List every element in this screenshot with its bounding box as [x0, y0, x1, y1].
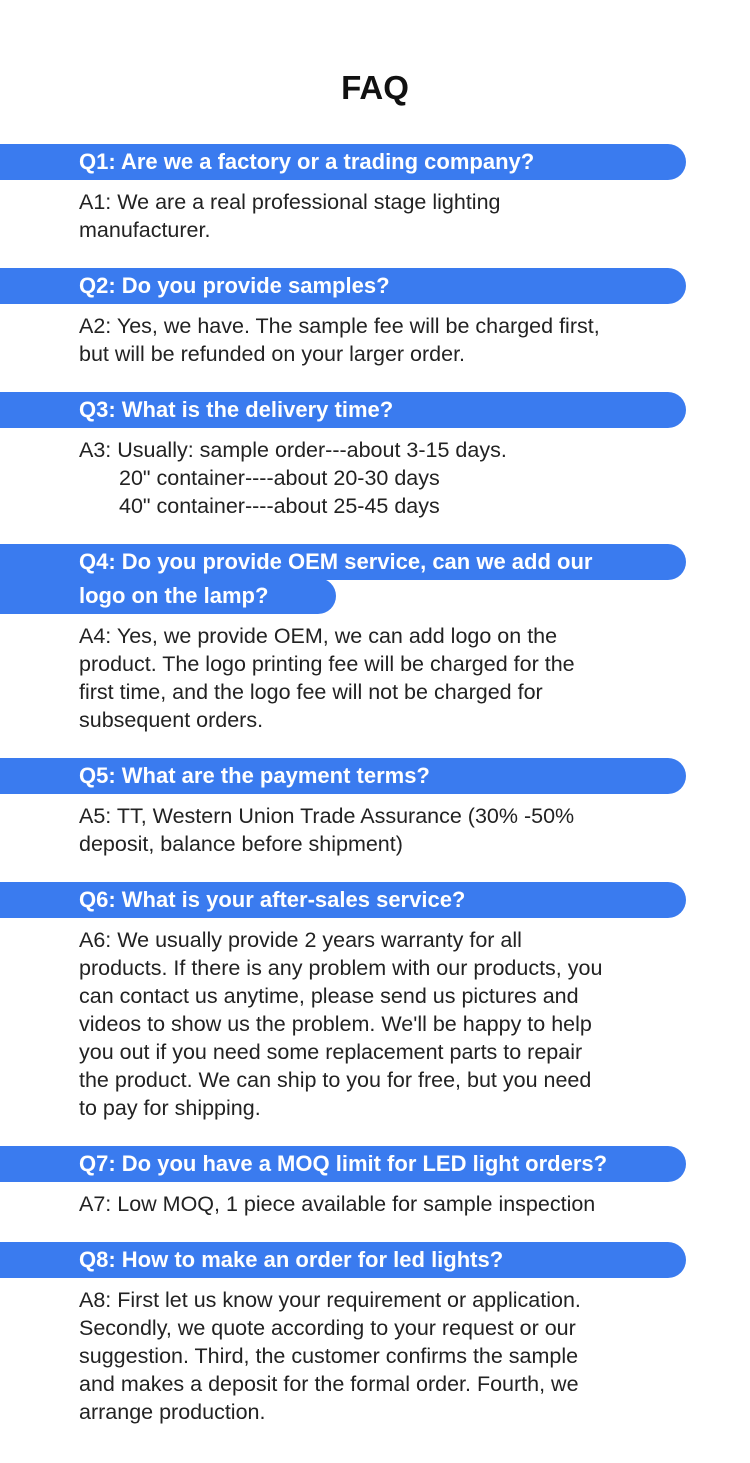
question-bar-8	[0, 1242, 686, 1278]
answer-block-2	[79, 312, 679, 368]
answer-line: A1: We are a real professional stage lighting	[79, 190, 501, 214]
answer-line: but will be refunded on your larger order.	[79, 342, 466, 366]
question-text: Q8: How to make an order for led lights?	[79, 1247, 504, 1272]
question-text: Q7: Do you have a MOQ limit for LED light orders?	[79, 1151, 608, 1176]
answer-line: first time, and the logo fee will not be charged for	[79, 680, 543, 704]
page-title: FAQ	[341, 69, 409, 106]
question-text: Q1: Are we a factory or a trading company?	[79, 149, 535, 174]
question-text: logo on the lamp?	[79, 583, 269, 608]
answer-line: manufacturer.	[79, 218, 211, 242]
answer-line: deposit, balance before shipment)	[79, 832, 403, 856]
answer-line: A6: We usually provide 2 years warranty for all	[79, 928, 522, 952]
answer-block-4	[79, 622, 679, 734]
question-bar-6	[0, 882, 686, 918]
answer-block-1	[79, 188, 679, 244]
answer-line: videos to show us the problem. We'll be happy to help	[79, 1012, 592, 1036]
answer-line: Secondly, we quote according to your request or our	[79, 1316, 576, 1340]
answer-line: can contact us anytime, please send us pictures and	[79, 984, 579, 1008]
question-bar-3	[0, 392, 686, 428]
answer-line: A7: Low MOQ, 1 piece available for sample inspection	[79, 1192, 596, 1216]
answer-line: A2: Yes, we have. The sample fee will be charged first,	[79, 314, 600, 338]
answer-line: A4: Yes, we provide OEM, we can add logo on the	[79, 624, 558, 648]
question-text: Q2: Do you provide samples?	[79, 273, 390, 298]
answer-line: to pay for shipping.	[79, 1096, 261, 1120]
answer-line: A3: Usually: sample order---about 3-15 days.	[79, 438, 507, 462]
question-bar-7	[0, 1146, 686, 1182]
question-text: Q3: What is the delivery time?	[79, 397, 394, 422]
question-text: Q6: What is your after-sales service?	[79, 887, 466, 912]
question-bar-2	[0, 268, 686, 304]
question-text: Q4: Do you provide OEM service, can we add our	[79, 549, 593, 574]
answer-block-3	[79, 436, 679, 520]
question-text: Q5: What are the payment terms?	[79, 763, 430, 788]
answer-line: A8: First let us know your requirement or application.	[79, 1288, 581, 1312]
answer-line: and makes a deposit for the formal order. Fourth, we	[79, 1372, 579, 1396]
answer-line: 20" container----about 20-30 days	[119, 466, 440, 490]
answer-line: subsequent orders.	[79, 708, 264, 732]
question-bar-4-continued	[0, 578, 336, 614]
answer-line: products. If there is any problem with our products, you	[79, 956, 603, 980]
answer-block-7	[79, 1190, 679, 1218]
answer-line: arrange production.	[79, 1400, 266, 1424]
answer-block-6	[79, 926, 679, 1122]
answer-line: A5: TT, Western Union Trade Assurance (30% -50%	[79, 804, 575, 828]
question-bar-1	[0, 144, 686, 180]
answer-line: the product. We can ship to you for free, but you need	[79, 1068, 592, 1092]
answer-block-5	[79, 802, 679, 858]
answer-line: 40" container----about 25-45 days	[119, 494, 440, 518]
question-bar-4	[0, 544, 686, 580]
answer-line: suggestion. Third, the customer confirms the sample	[79, 1344, 579, 1368]
answer-line: product. The logo printing fee will be charged for the	[79, 652, 575, 676]
answer-line: you out if you need some replacement parts to repair	[79, 1040, 583, 1064]
answer-block-8	[79, 1286, 679, 1426]
question-bar-5	[0, 758, 686, 794]
